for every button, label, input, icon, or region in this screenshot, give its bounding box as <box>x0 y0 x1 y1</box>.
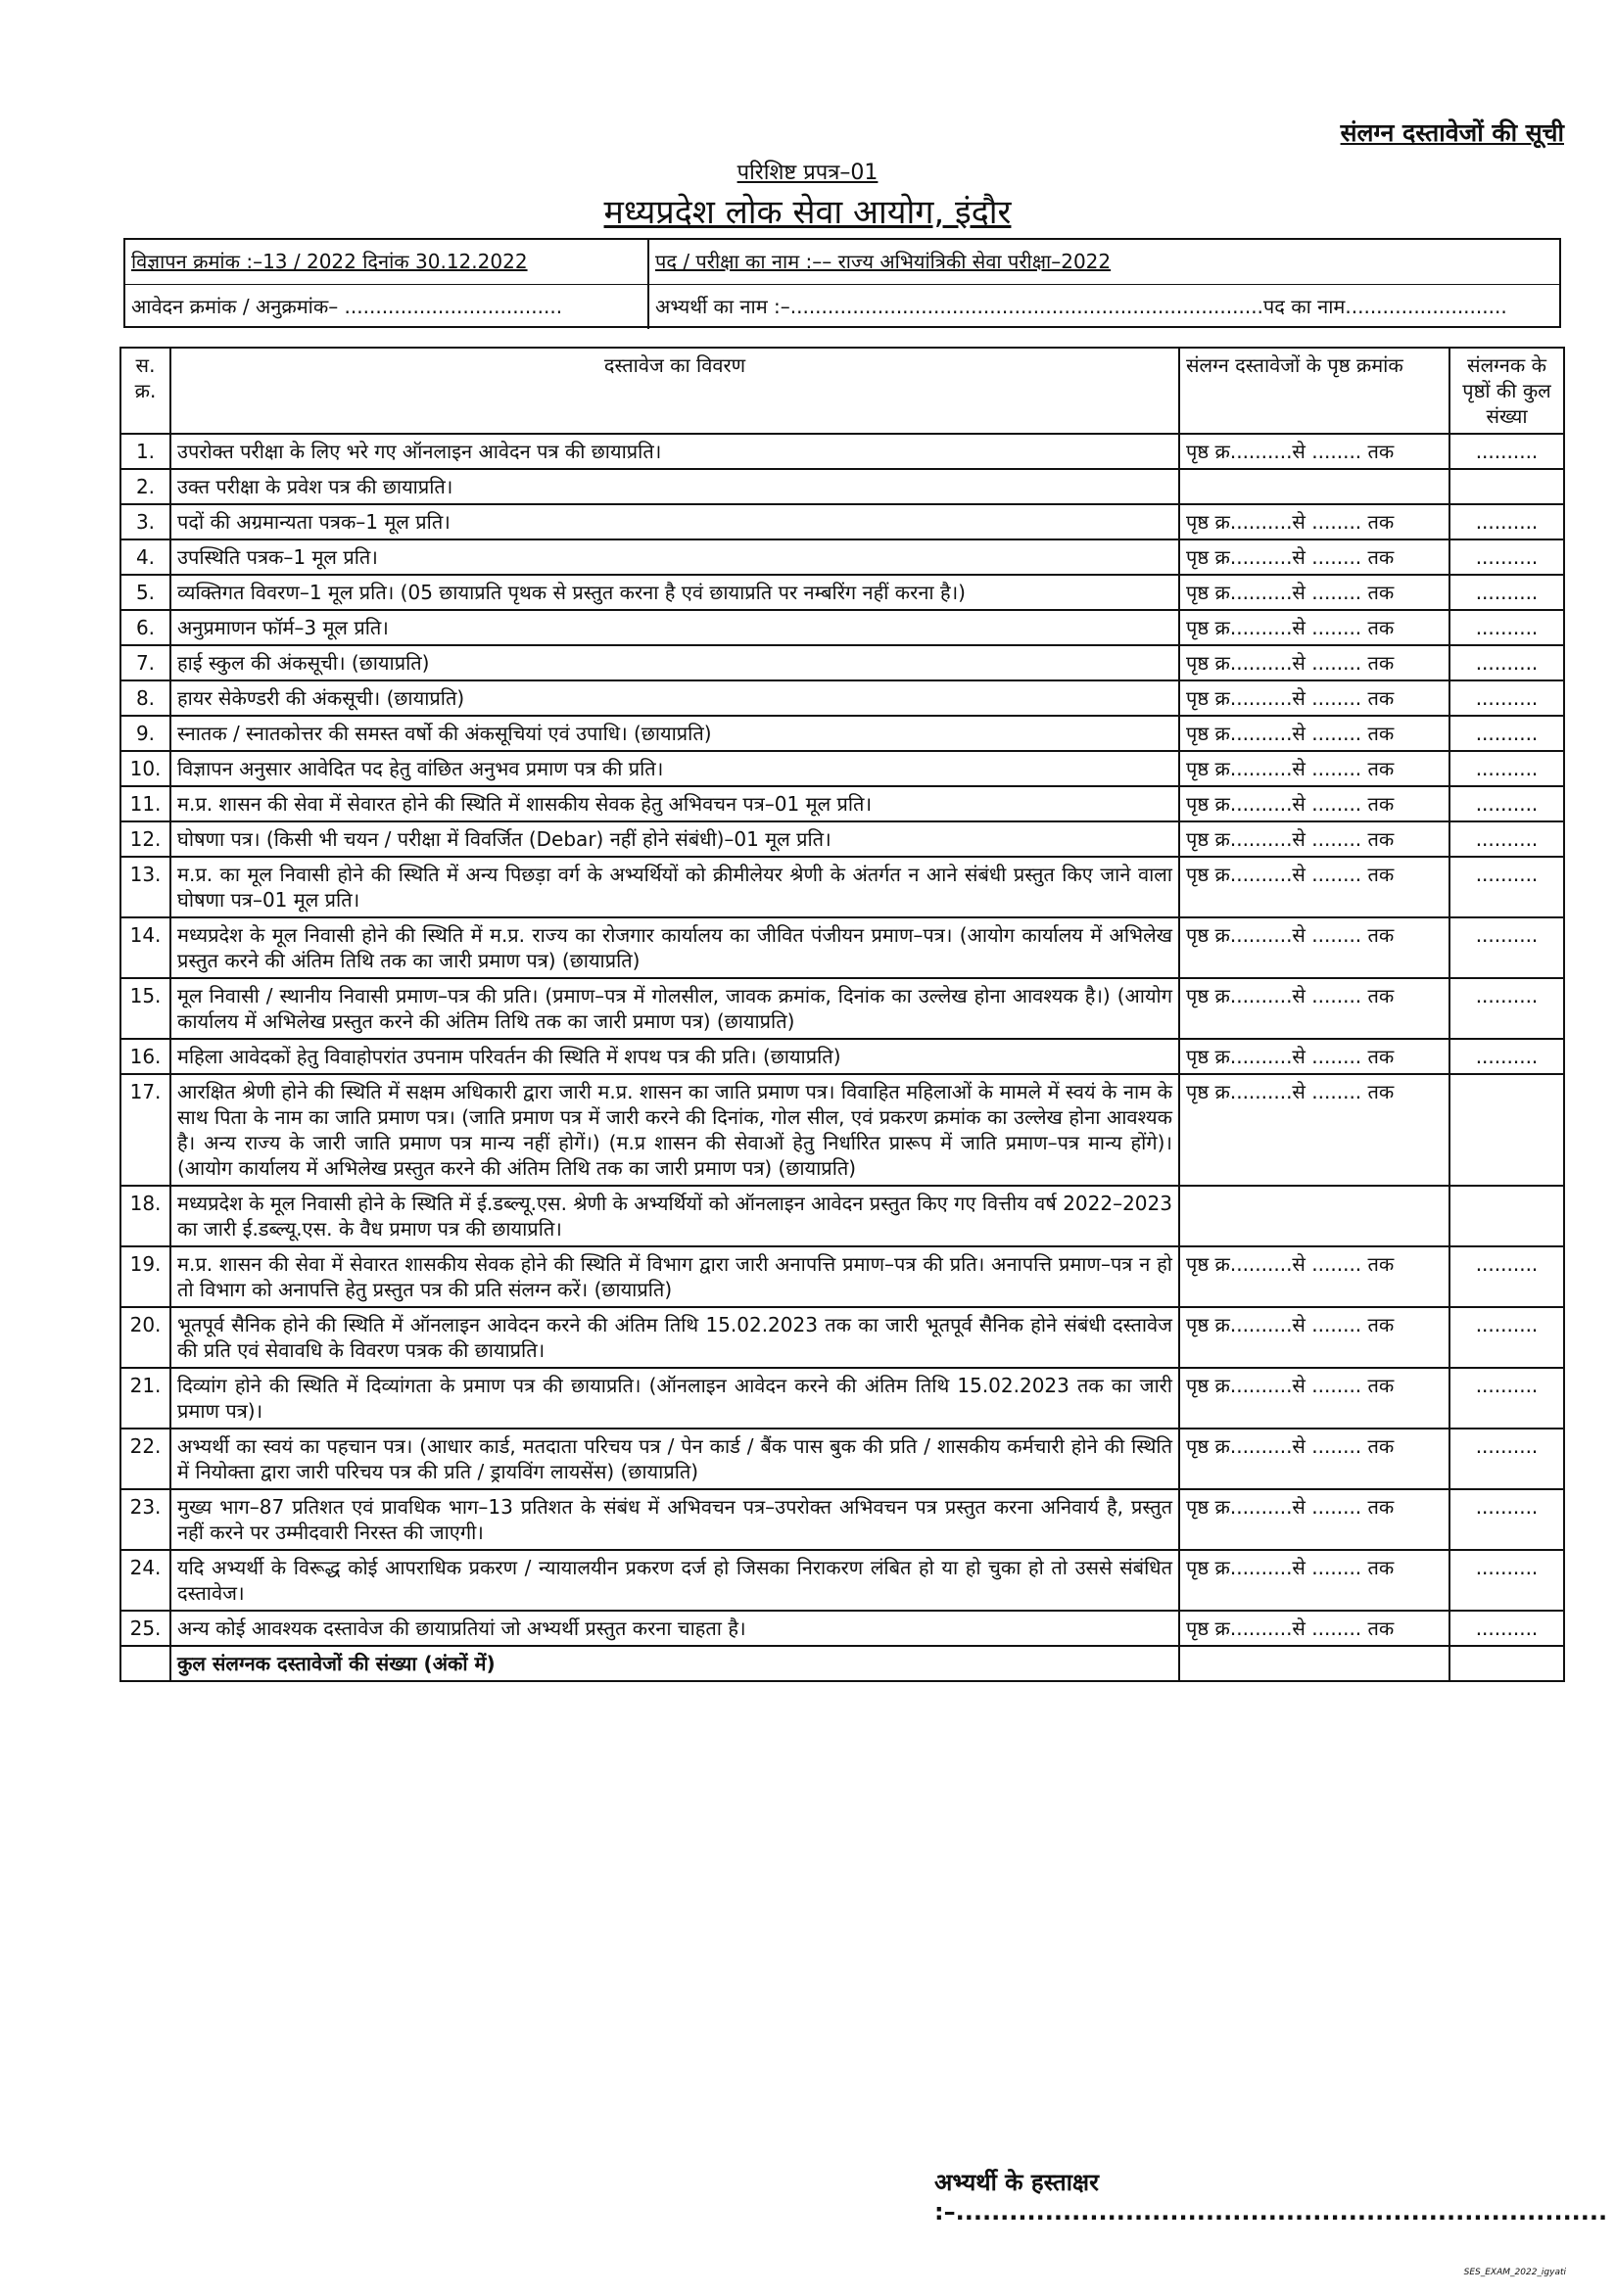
row-description: हाई स्कुल की अंकसूची। (छायाप्रति) <box>170 645 1179 680</box>
application-number-field: आवेदन क्रमांक / अनुक्रमांक– ................................... <box>125 285 649 329</box>
table-row <box>120 716 1564 751</box>
table-row <box>120 786 1564 821</box>
row-serial: 7. <box>120 645 170 680</box>
row-description: भूतपूर्व सैनिक होने की स्थिति में ऑनलाइन आवेदन करने की अंतिम तिथि 15.02.2023 तक का जारी भूतपूर्व सैनिक होने संबंधी दस्तावेज की प्रति एवं सेवावधि के विवरण पत्रक की छायाप्रति। <box>170 1307 1179 1368</box>
row-description: विज्ञापन अनुसार आवेदित पद हेतु वांछित अनुभव प्रमाण पत्र की प्रति। <box>170 751 1179 786</box>
appendix-label: परिशिष्ट प्रपत्र–01 <box>736 161 879 185</box>
table-row <box>120 1039 1564 1074</box>
row-page-count: .......... <box>1449 1039 1564 1074</box>
table-row <box>120 1186 1564 1246</box>
row-serial: 3. <box>120 504 170 539</box>
row-page-count: .......... <box>1449 1550 1564 1611</box>
row-page-count: .......... <box>1449 645 1564 680</box>
row-description: उक्त परीक्षा के प्रवेश पत्र की छायाप्रति। <box>170 469 1179 504</box>
row-page-count: .......... <box>1449 1489 1564 1550</box>
table-header-row <box>120 348 1564 434</box>
row-serial: 4. <box>120 539 170 575</box>
row-page-numbers: पृष्ठ क्र..........से ........ तक <box>1179 539 1449 575</box>
row-serial: 10. <box>120 751 170 786</box>
row-description: अन्य कोई आवश्यक दस्तावेज की छायाप्रतियां जो अभ्यर्थी प्रस्तुत करना चाहता है। <box>170 1611 1179 1646</box>
row-serial: 17. <box>120 1074 170 1186</box>
row-page-numbers: पृष्ठ क्र..........से ........ तक <box>1179 821 1449 857</box>
advertisement-number: विज्ञापन क्रमांक :–13 / 2022 दिनांक 30.12.2022 <box>125 240 649 284</box>
row-page-count: .......... <box>1449 1246 1564 1307</box>
table-row <box>120 1611 1564 1646</box>
row-serial: 11. <box>120 786 170 821</box>
row-page-numbers: पृष्ठ क्र..........से ........ तक <box>1179 751 1449 786</box>
row-serial: 23. <box>120 1489 170 1550</box>
row-description: मध्यप्रदेश के मूल निवासी होने की स्थिति में म.प्र. राज्य का रोजगार कार्यालय का जीवित पंजीयन प्रमाण–पत्र। (आयोग कार्यालय में अभिलेख प्रस्तुत करने की अंतिम तिथि तक का जारी प्रमाण पत्र) (छायाप्रति) <box>170 917 1179 978</box>
row-page-numbers: पृष्ठ क्र..........से ........ तक <box>1179 1307 1449 1368</box>
row-description: पदों की अग्रमान्यता पत्रक–1 मूल प्रति। <box>170 504 1179 539</box>
row-page-count: .......... <box>1449 539 1564 575</box>
row-serial: 2. <box>120 469 170 504</box>
row-page-count: .......... <box>1449 978 1564 1039</box>
row-page-numbers: पृष्ठ क्र..........से ........ तक <box>1179 645 1449 680</box>
table-row <box>120 504 1564 539</box>
row-page-numbers: पृष्ठ क्र..........से ........ तक <box>1179 680 1449 716</box>
row-serial: 5. <box>120 575 170 610</box>
row-serial: 21. <box>120 1368 170 1429</box>
row-page-numbers: पृष्ठ क्र..........से ........ तक <box>1179 857 1449 917</box>
column-header-description: दस्तावेज का विवरण <box>170 348 1179 434</box>
row-page-numbers: पृष्ठ क्र..........से ........ तक <box>1179 504 1449 539</box>
row-serial: 24. <box>120 1550 170 1611</box>
column-header-page-numbers: संलग्न दस्तावेजों के पृष्ठ क्रमांक <box>1179 348 1449 434</box>
documents-table <box>119 347 1565 1682</box>
row-description: मुख्य भाग–87 प्रतिशत एवं प्रावधिक भाग–13 प्रतिशत के संबंध में अभिवचन पत्र–उपरोक्त अभिवचन पत्र प्रस्तुत करना अनिवार्य है, प्रस्तुत नहीं करने पर उम्मीदवारी निरस्त की जाएगी। <box>170 1489 1179 1550</box>
row-serial: 19. <box>120 1246 170 1307</box>
row-page-numbers: पृष्ठ क्र..........से ........ तक <box>1179 1074 1449 1186</box>
table-row <box>120 1307 1564 1368</box>
row-description: महिला आवेदकों हेतु विवाहोपरांत उपनाम परिवर्तन की स्थिति में शपथ पत्र की प्रति। (छायाप्रति) <box>170 1039 1179 1074</box>
table-body <box>120 434 1564 1681</box>
row-page-count: .......... <box>1449 857 1564 917</box>
row-page-count: .......... <box>1449 434 1564 469</box>
table-row <box>120 1550 1564 1611</box>
row-page-numbers <box>1179 1186 1449 1246</box>
table-row <box>120 1489 1564 1550</box>
row-page-count: .......... <box>1449 716 1564 751</box>
row-serial: 12. <box>120 821 170 857</box>
row-page-numbers: पृष्ठ क्र..........से ........ तक <box>1179 1039 1449 1074</box>
row-page-numbers: पृष्ठ क्र..........से ........ तक <box>1179 1611 1449 1646</box>
row-description: म.प्र. शासन की सेवा में सेवारत शासकीय सेवक होने की स्थिति में विभाग द्वारा जारी अनापत्ति प्रमाण–पत्र की प्रति। अनापत्ति प्रमाण–पत्र न हो तो विभाग को अनापत्ति हेतु प्रस्तुत पत्र की प्रति संलग्न करें। (छायाप्रति) <box>170 1246 1179 1307</box>
row-serial: 1. <box>120 434 170 469</box>
table-row <box>120 645 1564 680</box>
total-row-cell <box>1449 1646 1564 1681</box>
row-page-count: .......... <box>1449 1611 1564 1646</box>
table-row <box>120 917 1564 978</box>
row-description: आरक्षित श्रेणी होने की स्थिति में सक्षम अधिकारी द्वारा जारी म.प्र. शासन का जाति प्रमाण पत्र। विवाहित महिलाओं के मामले में स्वयं के नाम के साथ पिता के नाम का जाति प्रमाण पत्र। (जाति प्रमाण पत्र में जारी करने की दिनांक, गोल सील, एवं प्रकरण क्रमांक का उल्लेख होना आवश्यक है। अन्य राज्य के जारी जाति प्रमाण पत्र मान्य नहीं होगें।) (म.प्र शासन की सेवाओं हेतु निर्धारित प्रारूप में जाति प्रमाण–पत्र मान्य होंगे)। (आयोग कार्यालय में अभिलेख प्रस्तुत करने की अंतिम तिथि तक का जारी प्रमाण पत्र) (छायाप्रति) <box>170 1074 1179 1186</box>
row-page-count <box>1449 1074 1564 1186</box>
row-page-count: .......... <box>1449 1368 1564 1429</box>
table-total-row <box>120 1646 1564 1681</box>
row-page-numbers <box>1179 469 1449 504</box>
table-row <box>120 575 1564 610</box>
row-serial: 15. <box>120 978 170 1039</box>
footer-code: SES_EXAM_2022_igyati <box>1463 2268 1566 2277</box>
row-serial: 13. <box>120 857 170 917</box>
row-page-count: .......... <box>1449 575 1564 610</box>
row-description: स्नातक / स्नातकोत्तर की समस्त वर्षो की अंकसूचियां एवं उपाधि। (छायाप्रति) <box>170 716 1179 751</box>
row-serial: 8. <box>120 680 170 716</box>
total-documents-label: कुल संलग्नक दस्तावेजों की संख्या (अंकों में) <box>170 1646 1179 1681</box>
row-description: म.प्र. शासन की सेवा में सेवारत होने की स्थिति में शासकीय सेवक हेतु अभिवचन पत्र–01 मूल प्रति। <box>170 786 1179 821</box>
candidate-name-field: अभ्यर्थी का नाम :–............................................................................पद का नाम.......................... <box>655 295 1507 318</box>
row-description: उपस्थिति पत्रक–1 मूल प्रति। <box>170 539 1179 575</box>
row-description: दिव्यांग होने की स्थिति में दिव्यांगता के प्रमाण पत्र की छायाप्रति। (ऑनलाइन आवेदन करने की अंतिम तिथि 15.02.2023 तक का जारी प्रमाण पत्र)। <box>170 1368 1179 1429</box>
row-page-numbers: पृष्ठ क्र..........से ........ तक <box>1179 978 1449 1039</box>
commission-title: मध्यप्रदेश लोक सेवा आयोग, इंदौर <box>603 193 1012 232</box>
row-page-count: .......... <box>1449 680 1564 716</box>
row-page-count: .......... <box>1449 917 1564 978</box>
row-page-numbers: पृष्ठ क्र..........से ........ तक <box>1179 434 1449 469</box>
table-row <box>120 1074 1564 1186</box>
row-page-count: .......... <box>1449 751 1564 786</box>
column-header-serial: स. क्र. <box>120 348 170 434</box>
total-row-cell <box>120 1646 170 1681</box>
row-description: अभ्यर्थी का स्वयं का पहचान पत्र। (आधार कार्ड, मतदाता परिचय पत्र / पेन कार्ड / बैंक पास बुक की प्रति / शासकीय कर्मचारी होने की स्थिति में नियोक्ता द्वारा जारी परिचय पत्र की प्रति / ड्रायविंग लायसेंस) (छायाप्रति) <box>170 1429 1179 1489</box>
table-row <box>120 978 1564 1039</box>
row-description: अनुप्रमाणन फॉर्म–3 मूल प्रति। <box>170 610 1179 645</box>
row-serial: 6. <box>120 610 170 645</box>
row-serial: 20. <box>120 1307 170 1368</box>
header-info-box <box>123 238 1561 328</box>
column-header-page-count: संलग्नक के पृष्ठों की कुल संख्या <box>1449 348 1564 434</box>
post-exam-name: पद / परीक्षा का नाम :–– राज्य अभियांत्रिकी सेवा परीक्षा–2022 <box>655 250 1112 273</box>
row-page-numbers: पृष्ठ क्र..........से ........ तक <box>1179 1368 1449 1429</box>
row-page-numbers: पृष्ठ क्र..........से ........ तक <box>1179 575 1449 610</box>
table-row <box>120 1368 1564 1429</box>
table-row <box>120 610 1564 645</box>
row-description: मध्यप्रदेश के मूल निवासी होने के स्थिति में ई.डब्ल्यू.एस. श्रेणी के अभ्यर्थियों को ऑनलाइन आवेदन प्रस्तुत किए गए वित्तीय वर्ष 2022–2023 का जारी ई.डब्ल्यू.एस. के वैध प्रमाण पत्र की छायाप्रति। <box>170 1186 1179 1246</box>
row-page-count: .......... <box>1449 786 1564 821</box>
row-page-count: .......... <box>1449 821 1564 857</box>
total-row-cell <box>1179 1646 1449 1681</box>
row-serial: 22. <box>120 1429 170 1489</box>
row-description: घोषणा पत्र। (किसी भी चयन / परीक्षा में विवर्जित (Debar) नहीं होने संबंधी)–01 मूल प्रति। <box>170 821 1179 857</box>
row-page-count <box>1449 469 1564 504</box>
row-description: हायर सेकेण्डरी की अंकसूची। (छायाप्रति) <box>170 680 1179 716</box>
row-page-numbers: पृष्ठ क्र..........से ........ तक <box>1179 610 1449 645</box>
table-row <box>120 469 1564 504</box>
row-page-numbers: पृष्ठ क्र..........से ........ तक <box>1179 1550 1449 1611</box>
row-page-count: .......... <box>1449 1429 1564 1489</box>
row-page-numbers: पृष्ठ क्र..........से ........ तक <box>1179 1429 1449 1489</box>
document-list-title: संलग्न दस्तावेजों की सूची <box>1340 118 1564 147</box>
row-page-numbers: पृष्ठ क्र..........से ........ तक <box>1179 1246 1449 1307</box>
table-row <box>120 434 1564 469</box>
row-serial: 18. <box>120 1186 170 1246</box>
row-description: मूल निवासी / स्थानीय निवासी प्रमाण–पत्र की प्रति। (प्रमाण–पत्र में गोलसील, जावक क्रमांक, दिनांक का उल्लेख होना आवश्यक है।) (आयोग कार्यालय में अभिलेख प्रस्तुत करने की अंतिम तिथि तक का जारी प्रमाण पत्र) (छायाप्रति) <box>170 978 1179 1039</box>
row-page-count: .......... <box>1449 504 1564 539</box>
candidate-signature-field: अभ्यर्थी के हस्ताक्षर :–......................................................................... <box>934 2169 1608 2226</box>
row-serial: 14. <box>120 917 170 978</box>
row-page-count <box>1449 1186 1564 1246</box>
row-page-count: .......... <box>1449 1307 1564 1368</box>
table-row <box>120 680 1564 716</box>
row-page-count: .......... <box>1449 610 1564 645</box>
row-page-numbers: पृष्ठ क्र..........से ........ तक <box>1179 917 1449 978</box>
table-row <box>120 857 1564 917</box>
row-page-numbers: पृष्ठ क्र..........से ........ तक <box>1179 786 1449 821</box>
row-description: यदि अभ्यर्थी के विरूद्ध कोई आपराधिक प्रकरण / न्यायालयीन प्रकरण दर्ज हो जिसका निराकरण लंबित हो या हो चुका हो तो उससे संबंधित दस्तावेज। <box>170 1550 1179 1611</box>
table-row <box>120 539 1564 575</box>
row-description: व्यक्तिगत विवरण–1 मूल प्रति। (05 छायाप्रति पृथक से प्रस्तुत करना है एवं छायाप्रति पर नम्बरिंग नहीं करना है।) <box>170 575 1179 610</box>
row-page-numbers: पृष्ठ क्र..........से ........ तक <box>1179 1489 1449 1550</box>
table-row <box>120 821 1564 857</box>
table-row <box>120 1246 1564 1307</box>
row-serial: 9. <box>120 716 170 751</box>
row-page-numbers: पृष्ठ क्र..........से ........ तक <box>1179 716 1449 751</box>
table-row <box>120 751 1564 786</box>
row-description: म.प्र. का मूल निवासी होने की स्थिति में अन्य पिछड़ा वर्ग के अभ्यर्थियों को क्रीमीलेयर श्रेणी के अंतर्गत न आने संबंधी प्रस्तुत किए जाने वाला घोषणा पत्र–01 मूल प्रति। <box>170 857 1179 917</box>
header-row-advertisement <box>125 240 1559 285</box>
row-serial: 16. <box>120 1039 170 1074</box>
table-row <box>120 1429 1564 1489</box>
row-description: उपरोक्त परीक्षा के लिए भरे गए ऑनलाइन आवेदन पत्र की छायाप्रति। <box>170 434 1179 469</box>
row-serial: 25. <box>120 1611 170 1646</box>
header-row-application <box>125 285 1559 329</box>
